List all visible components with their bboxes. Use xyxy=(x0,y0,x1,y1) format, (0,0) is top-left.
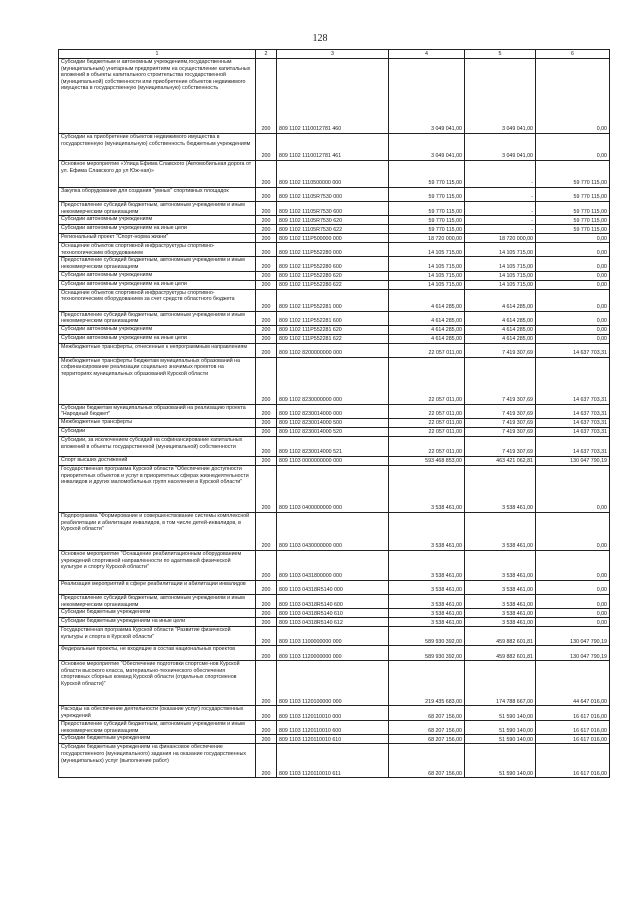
row-executed-amount: 3 538 461,00 xyxy=(465,465,536,512)
row-classification-code: 809 1102 111P552281 622 xyxy=(277,334,389,343)
table-row xyxy=(59,594,610,608)
row-executed-amount: 3 538 461,00 xyxy=(465,512,536,550)
row-code: 200 xyxy=(256,404,277,418)
row-approved-amount: 14 105 715,00 xyxy=(389,280,465,289)
table-row xyxy=(59,661,610,706)
column-number-row xyxy=(59,50,610,59)
row-executed-amount: 51 590 140,00 xyxy=(465,744,536,778)
table-row xyxy=(59,343,610,357)
row-approved-amount: 3 538 461,00 xyxy=(389,580,465,594)
row-approved-amount: 68 207 156,00 xyxy=(389,744,465,778)
row-code: 200 xyxy=(256,627,277,646)
row-unexecuted-amount: 0,00 xyxy=(536,289,610,311)
row-unexecuted-amount: 0,00 xyxy=(536,550,610,580)
row-classification-code: 809 1102 111P552280 620 xyxy=(277,271,389,280)
row-executed-amount: 51 590 140,00 xyxy=(465,735,536,744)
table-row xyxy=(59,234,610,243)
row-name: Субсидии бюджетным учреждениям на финансовое обеспечение государственного (муниципального) задания на оказание государственных (муниципальных) услуг (выполнение работ) xyxy=(59,744,256,778)
row-unexecuted-amount: 0,00 xyxy=(536,280,610,289)
table-row xyxy=(59,357,610,404)
row-code: 200 xyxy=(256,59,277,134)
row-unexecuted-amount: 14 637 703,31 xyxy=(536,427,610,436)
row-unexecuted-amount: 59 770 115,00 xyxy=(536,225,610,234)
row-approved-amount: 68 207 156,00 xyxy=(389,721,465,735)
row-unexecuted-amount: 0,00 xyxy=(536,59,610,134)
row-approved-amount: 22 057 011,00 xyxy=(389,343,465,357)
row-name: Субсидии автономным учреждениям xyxy=(59,271,256,280)
row-code: 200 xyxy=(256,325,277,334)
table-row xyxy=(59,735,610,744)
row-classification-code: 809 1103 04318R5140 000 xyxy=(277,580,389,594)
row-unexecuted-amount: 14 637 703,31 xyxy=(536,357,610,404)
row-classification-code: 809 1102 11105R7530 000 xyxy=(277,188,389,202)
row-classification-code: 809 1102 8200000000 000 xyxy=(277,343,389,357)
row-name: Федеральные проекты, не входящие в состав национальных проектов xyxy=(59,646,256,661)
row-executed-amount: 463 421 062,81 xyxy=(465,456,536,465)
table-row xyxy=(59,334,610,343)
row-approved-amount: 68 207 156,00 xyxy=(389,735,465,744)
row-approved-amount: 3 049 041,00 xyxy=(389,134,465,161)
row-code: 200 xyxy=(256,311,277,325)
row-classification-code: 809 1102 11105R7530 620 xyxy=(277,216,389,225)
table-row xyxy=(59,59,610,134)
row-code: 200 xyxy=(256,706,277,721)
row-unexecuted-amount: 59 770 115,00 xyxy=(536,188,610,202)
row-approved-amount: 14 105 715,00 xyxy=(389,271,465,280)
row-unexecuted-amount: 0,00 xyxy=(536,234,610,243)
row-code: 200 xyxy=(256,234,277,243)
row-classification-code: 809 1102 111P500000 000 xyxy=(277,234,389,243)
table-row xyxy=(59,627,610,646)
table-row xyxy=(59,280,610,289)
table-row xyxy=(59,550,610,580)
row-executed-amount: 7 419 307,69 xyxy=(465,404,536,418)
row-name: Субсидии бюджетным учреждениям xyxy=(59,609,256,618)
row-approved-amount: 4 614 285,00 xyxy=(389,325,465,334)
row-name: Субсидии автономным учреждениям на иные цели xyxy=(59,334,256,343)
row-executed-amount: 174 788 667,00 xyxy=(465,661,536,706)
row-code: 200 xyxy=(256,646,277,661)
row-code: 200 xyxy=(256,465,277,512)
table-row xyxy=(59,618,610,627)
row-executed-amount: - xyxy=(465,161,536,188)
row-executed-amount: 51 590 140,00 xyxy=(465,706,536,721)
row-unexecuted-amount: 0,00 xyxy=(536,334,610,343)
row-executed-amount: 7 419 307,69 xyxy=(465,427,536,436)
budget-execution-table xyxy=(58,49,610,778)
row-approved-amount: 59 770 115,00 xyxy=(389,216,465,225)
page-number: 128 xyxy=(312,33,328,44)
row-name: Оснащение объектов спортивной инфраструктуры спортивно-технологическим оборудованием за счет средств областного бюджета xyxy=(59,289,256,311)
row-unexecuted-amount: 16 617 016,00 xyxy=(536,735,610,744)
row-executed-amount: 459 882 601,81 xyxy=(465,646,536,661)
row-executed-amount: 7 419 307,69 xyxy=(465,343,536,357)
row-executed-amount: 14 105 715,00 xyxy=(465,257,536,271)
row-code: 200 xyxy=(256,580,277,594)
column-header: 3 xyxy=(277,50,389,59)
row-approved-amount: 3 538 461,00 xyxy=(389,618,465,627)
row-executed-amount: 14 105 715,00 xyxy=(465,243,536,257)
table-row xyxy=(59,580,610,594)
table-row xyxy=(59,225,610,234)
row-code: 200 xyxy=(256,225,277,234)
row-unexecuted-amount: 14 637 703,31 xyxy=(536,418,610,427)
row-name: Субсидии автономным учреждениям на иные цели xyxy=(59,280,256,289)
row-classification-code: 809 1103 1120110010 610 xyxy=(277,735,389,744)
row-code: 200 xyxy=(256,243,277,257)
row-name: Региональный проект "Спорт-норма жизни" xyxy=(59,234,256,243)
row-executed-amount: 4 614 285,00 xyxy=(465,311,536,325)
row-code: 200 xyxy=(256,343,277,357)
row-classification-code: 809 1103 0430000000 000 xyxy=(277,512,389,550)
row-executed-amount: 3 049 041,00 xyxy=(465,134,536,161)
table-row xyxy=(59,216,610,225)
table-row xyxy=(59,744,610,778)
row-name: Подпрограмма "Формирование и совершенствование системы комплексной реабилитации и абилитации инвалидов, в том числе детей-инвалидов, в Курской области" xyxy=(59,512,256,550)
row-code: 200 xyxy=(256,280,277,289)
row-code: 200 xyxy=(256,735,277,744)
row-approved-amount: 59 770 115,00 xyxy=(389,161,465,188)
row-unexecuted-amount: 0,00 xyxy=(536,465,610,512)
row-name: Предоставление субсидий бюджетным, автономным учреждениям и иным некоммерческим организациям xyxy=(59,594,256,608)
row-classification-code: 809 1103 04318R5140 600 xyxy=(277,594,389,608)
row-code: 200 xyxy=(256,161,277,188)
row-name: Межбюджетные трансферты, отнесенные к непрограммным направлениям xyxy=(59,343,256,357)
column-header: 2 xyxy=(256,50,277,59)
column-header: 4 xyxy=(389,50,465,59)
row-classification-code: 809 1103 1120110010 611 xyxy=(277,744,389,778)
row-name: Предоставление субсидий бюджетным, автономным учреждениям и иным некоммерческим организациям xyxy=(59,257,256,271)
row-classification-code: 809 1102 111P552280 622 xyxy=(277,280,389,289)
row-name: Предоставление субсидий бюджетным, автономным учреждениям и иным некоммерческим организациям xyxy=(59,721,256,735)
row-approved-amount: 4 614 285,00 xyxy=(389,311,465,325)
row-classification-code: 809 1103 1120100000 000 xyxy=(277,661,389,706)
row-unexecuted-amount: 0,00 xyxy=(536,134,610,161)
row-code: 200 xyxy=(256,271,277,280)
row-approved-amount: 3 538 461,00 xyxy=(389,550,465,580)
row-executed-amount: 3 538 461,00 xyxy=(465,580,536,594)
row-approved-amount: 22 057 011,00 xyxy=(389,427,465,436)
table-row xyxy=(59,706,610,721)
row-name: Субсидии бюджетным учреждениям на иные цели xyxy=(59,618,256,627)
row-unexecuted-amount: 14 637 703,31 xyxy=(536,343,610,357)
row-unexecuted-amount: 0,00 xyxy=(536,512,610,550)
row-approved-amount: 219 435 683,00 xyxy=(389,661,465,706)
column-header: 6 xyxy=(536,50,610,59)
row-name: Основное мероприятие "Обеспечение подготовки спортсме-нов Курской области высокого класса, материально-технического обеспечения спортивных сборных команд Курской области (отдельных спортсменов Курской области)" xyxy=(59,661,256,706)
row-executed-amount: 3 538 461,00 xyxy=(465,609,536,618)
row-executed-amount: 3 538 461,00 xyxy=(465,550,536,580)
row-unexecuted-amount: 0,00 xyxy=(536,311,610,325)
column-header: 5 xyxy=(465,50,536,59)
row-approved-amount: 3 538 461,00 xyxy=(389,465,465,512)
table-body xyxy=(59,59,610,778)
row-executed-amount: 3 049 041,00 xyxy=(465,59,536,134)
row-code: 200 xyxy=(256,334,277,343)
row-unexecuted-amount: 14 637 703,31 xyxy=(536,404,610,418)
row-unexecuted-amount: 130 047 790,19 xyxy=(536,456,610,465)
row-executed-amount: - xyxy=(465,225,536,234)
row-code: 200 xyxy=(256,418,277,427)
table-row xyxy=(59,456,610,465)
row-unexecuted-amount: 130 047 790,19 xyxy=(536,646,610,661)
row-name: Межбюджетные трансферты xyxy=(59,418,256,427)
row-unexecuted-amount: 44 647 016,00 xyxy=(536,661,610,706)
row-name: Государственная программа Курской области "Развитие физической культуры и спорта в Курской области" xyxy=(59,627,256,646)
row-code: 200 xyxy=(256,427,277,436)
row-unexecuted-amount: 16 617 016,00 xyxy=(536,721,610,735)
row-executed-amount: 51 590 140,00 xyxy=(465,721,536,735)
row-approved-amount: 59 770 115,00 xyxy=(389,202,465,216)
table-row xyxy=(59,161,610,188)
row-name: Основное мероприятие "Оснащение реабилитационным оборудованием учреждений спортивной направленности по адаптивной физической культуре и спорту Курской области" xyxy=(59,550,256,580)
row-classification-code: 809 1102 8230000000 000 xyxy=(277,357,389,404)
row-approved-amount: 4 614 285,00 xyxy=(389,334,465,343)
row-unexecuted-amount: 0,00 xyxy=(536,609,610,618)
row-classification-code: 809 1103 0400000000 000 xyxy=(277,465,389,512)
table-row xyxy=(59,427,610,436)
table-row xyxy=(59,609,610,618)
row-unexecuted-amount: 0,00 xyxy=(536,580,610,594)
row-code: 200 xyxy=(256,216,277,225)
table-row xyxy=(59,243,610,257)
table-row xyxy=(59,188,610,202)
row-unexecuted-amount: 130 047 790,19 xyxy=(536,627,610,646)
row-approved-amount: 3 538 461,00 xyxy=(389,609,465,618)
row-unexecuted-amount: 16 617 016,00 xyxy=(536,706,610,721)
row-classification-code: 809 1103 04318R5140 610 xyxy=(277,609,389,618)
row-classification-code: 809 1102 111P552280 000 xyxy=(277,243,389,257)
row-name: Закупка оборудования для создания "умных" спортивных площадок xyxy=(59,188,256,202)
table-row xyxy=(59,325,610,334)
row-classification-code: 809 1103 1120110010 600 xyxy=(277,721,389,735)
row-code: 200 xyxy=(256,357,277,404)
row-executed-amount: - xyxy=(465,202,536,216)
row-code: 200 xyxy=(256,594,277,608)
row-approved-amount: 593 468 853,00 xyxy=(389,456,465,465)
row-classification-code: 809 1102 111P552281 000 xyxy=(277,289,389,311)
row-name: Предоставление субсидий бюджетным, автономным учреждениям и иным некоммерческим организациям xyxy=(59,311,256,325)
row-name: Субсидии на приобретение объектов недвижимого имущества в государственную (муниципальную) собственность бюджетным учреждениям xyxy=(59,134,256,161)
row-approved-amount: 3 049 041,00 xyxy=(389,59,465,134)
row-code: 200 xyxy=(256,456,277,465)
row-name: Субсидии автономным учреждениям на иные цели xyxy=(59,225,256,234)
row-classification-code: 809 1102 11105R7530 600 xyxy=(277,202,389,216)
row-unexecuted-amount: 59 770 115,00 xyxy=(536,216,610,225)
row-classification-code: 809 1103 0000000000 000 xyxy=(277,456,389,465)
row-code: 200 xyxy=(256,744,277,778)
row-code: 200 xyxy=(256,134,277,161)
row-unexecuted-amount: 0,00 xyxy=(536,618,610,627)
row-executed-amount: 4 614 285,00 xyxy=(465,325,536,334)
row-approved-amount: 22 057 011,00 xyxy=(389,357,465,404)
row-classification-code: 809 1103 1120110010 000 xyxy=(277,706,389,721)
row-classification-code: 809 1102 8230014000 521 xyxy=(277,436,389,456)
row-classification-code: 809 1102 1110012781 461 xyxy=(277,134,389,161)
row-name: Предоставление субсидий бюджетным, автономным учреждениям и иным некоммерческим организациям xyxy=(59,202,256,216)
table-row xyxy=(59,646,610,661)
row-unexecuted-amount: 59 770 115,00 xyxy=(536,202,610,216)
table-row xyxy=(59,134,610,161)
table-row xyxy=(59,202,610,216)
row-name: Субсидии бюджетам муниципальных образований на реализацию проекта "Народный бюджет" xyxy=(59,404,256,418)
row-unexecuted-amount: 14 637 703,31 xyxy=(536,436,610,456)
row-approved-amount: 22 057 011,00 xyxy=(389,436,465,456)
row-unexecuted-amount: 0,00 xyxy=(536,325,610,334)
row-executed-amount: 459 882 601,81 xyxy=(465,627,536,646)
row-name: Основное мероприятие «Улица Ефима Славского (Автомобильная дорога от ул. Ефима Славского до ул Юж-ная)» xyxy=(59,161,256,188)
row-executed-amount: 7 419 307,69 xyxy=(465,436,536,456)
row-code: 200 xyxy=(256,609,277,618)
row-executed-amount: - xyxy=(465,216,536,225)
row-classification-code: 809 1102 1110012781 460 xyxy=(277,59,389,134)
row-approved-amount: 589 930 392,00 xyxy=(389,646,465,661)
row-classification-code: 809 1103 04318R5140 612 xyxy=(277,618,389,627)
row-executed-amount: 14 105 715,00 xyxy=(465,271,536,280)
row-classification-code: 809 1102 11105R7530 622 xyxy=(277,225,389,234)
row-name: Субсидии автономным учреждениям xyxy=(59,325,256,334)
row-approved-amount: 3 538 461,00 xyxy=(389,594,465,608)
row-classification-code: 809 1102 8230014000 000 xyxy=(277,404,389,418)
row-code: 200 xyxy=(256,436,277,456)
table-row xyxy=(59,311,610,325)
row-approved-amount: 59 770 115,00 xyxy=(389,225,465,234)
row-approved-amount: 589 930 392,00 xyxy=(389,627,465,646)
row-name: Спорт высших достижений xyxy=(59,456,256,465)
row-approved-amount: 22 057 011,00 xyxy=(389,404,465,418)
row-name: Субсидии автономным учреждениям xyxy=(59,216,256,225)
row-executed-amount: - xyxy=(465,188,536,202)
row-classification-code: 809 1102 111P552281 620 xyxy=(277,325,389,334)
row-code: 200 xyxy=(256,289,277,311)
row-classification-code: 809 1102 1110500000 000 xyxy=(277,161,389,188)
row-name: Реализация мероприятий в сфере реабилитации и абилитации инвалидов xyxy=(59,580,256,594)
row-classification-code: 809 1102 8230014000 500 xyxy=(277,418,389,427)
row-unexecuted-amount: 59 770 115,00 xyxy=(536,161,610,188)
row-approved-amount: 4 614 285,00 xyxy=(389,289,465,311)
row-name: Субсидии бюджетным учреждениям xyxy=(59,735,256,744)
row-approved-amount: 18 720 000,00 xyxy=(389,234,465,243)
row-executed-amount: 4 614 285,00 xyxy=(465,289,536,311)
table-row xyxy=(59,721,610,735)
row-classification-code: 809 1102 111P552281 600 xyxy=(277,311,389,325)
row-name: Расходы на обеспечение деятельности (оказание услуг) государственных учреждений xyxy=(59,706,256,721)
row-code: 200 xyxy=(256,661,277,706)
row-classification-code: 809 1103 1100000000 000 xyxy=(277,627,389,646)
row-name: Субсидии xyxy=(59,427,256,436)
row-code: 200 xyxy=(256,188,277,202)
row-classification-code: 809 1102 111P552280 600 xyxy=(277,257,389,271)
row-classification-code: 809 1103 1120000000 000 xyxy=(277,646,389,661)
row-code: 200 xyxy=(256,202,277,216)
row-name: Оснащение объектов спортивной инфраструктуры спортивно-технологическим оборудованием xyxy=(59,243,256,257)
row-unexecuted-amount: 0,00 xyxy=(536,594,610,608)
row-approved-amount: 59 770 115,00 xyxy=(389,188,465,202)
row-code: 200 xyxy=(256,618,277,627)
row-code: 200 xyxy=(256,721,277,735)
table-row xyxy=(59,271,610,280)
row-unexecuted-amount: 0,00 xyxy=(536,257,610,271)
row-executed-amount: 7 419 307,69 xyxy=(465,357,536,404)
row-name: Субсидии, за исключением субсидий на софинансирование капитальных вложений в объекты государственной (муниципальной) собственности xyxy=(59,436,256,456)
row-code: 200 xyxy=(256,550,277,580)
row-executed-amount: 18 720 000,00 xyxy=(465,234,536,243)
row-classification-code: 809 1102 8230014000 520 xyxy=(277,427,389,436)
table-row xyxy=(59,465,610,512)
row-unexecuted-amount: 0,00 xyxy=(536,271,610,280)
row-code: 200 xyxy=(256,257,277,271)
row-unexecuted-amount: 16 617 016,00 xyxy=(536,744,610,778)
row-unexecuted-amount: 0,00 xyxy=(536,243,610,257)
row-executed-amount: 7 419 307,69 xyxy=(465,418,536,427)
row-executed-amount: 14 105 715,00 xyxy=(465,280,536,289)
table-row xyxy=(59,512,610,550)
row-name: Межбюджетные трансферты бюджетам муниципальных образований на софинансирование реализации социально значимых проектов на территориях муниципальных образований Курской области xyxy=(59,357,256,404)
table-row xyxy=(59,257,610,271)
row-approved-amount: 68 207 156,00 xyxy=(389,706,465,721)
row-approved-amount: 14 105 715,00 xyxy=(389,243,465,257)
column-header: 1 xyxy=(59,50,256,59)
row-name: Государственная программа Курской области "Обеспечение доступности приоритетных объектов и услуг в приоритетных сферах жизнедеятельности инвалидов и других маломобильных групп населения в Курской области" xyxy=(59,465,256,512)
table-row xyxy=(59,436,610,456)
table-row xyxy=(59,404,610,418)
row-name: Субсидии бюджетным и автономным учреждениям,государственным (муниципальным) унитарным предприятиям на осуществление капитальных вложений в объекты капитального строительства государственной (муниципальной) собственности или приобретение объектов недвижимого имущества в государственную (муниципальную) собственность xyxy=(59,59,256,134)
row-executed-amount: 3 538 461,00 xyxy=(465,594,536,608)
table-row xyxy=(59,418,610,427)
row-executed-amount: 3 538 461,00 xyxy=(465,618,536,627)
row-approved-amount: 3 538 461,00 xyxy=(389,512,465,550)
row-approved-amount: 22 057 011,00 xyxy=(389,418,465,427)
row-approved-amount: 14 105 715,00 xyxy=(389,257,465,271)
row-code: 200 xyxy=(256,512,277,550)
table-row xyxy=(59,289,610,311)
row-executed-amount: 4 614 285,00 xyxy=(465,334,536,343)
row-classification-code: 809 1103 0431800000 000 xyxy=(277,550,389,580)
